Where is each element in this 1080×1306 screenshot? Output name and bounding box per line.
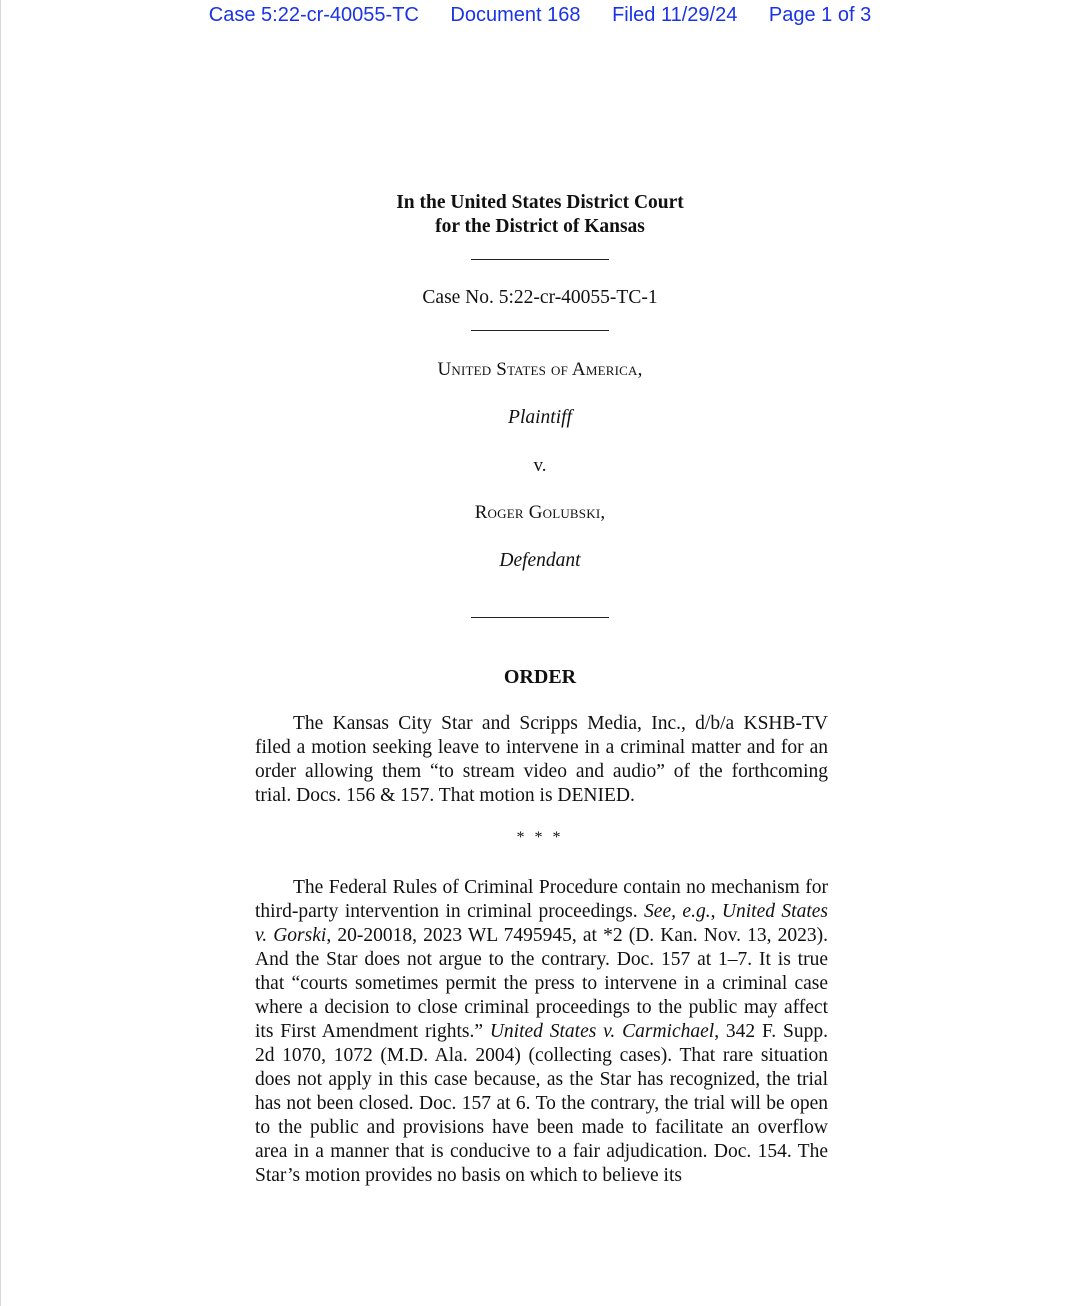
- defendant-role: Defendant: [499, 550, 581, 571]
- paragraph-text: , 20-20018, 2023 WL 7495945, at *2 (D. Kan. Nov. 13, 2023). And the Star does not argue to the contrary. Doc. 157 at 1–7. It is true that “courts sometimes permit the press to intervene in a criminal case where a decision to close criminal proceedings to the public may affect its First Amendment rights.”: [255, 925, 828, 1042]
- section-separator: * * *: [516, 829, 564, 846]
- signal-see-eg: See, e.g.: [644, 901, 711, 922]
- court-name-line1: In the United States District Court: [396, 192, 684, 213]
- paragraph-text: The Federal Rules of Criminal Procedure contain no mechanism for third-party intervention in criminal proceedings.: [255, 877, 828, 922]
- order-paragraph-2: [255, 876, 828, 1188]
- versus: v.: [533, 455, 547, 476]
- plaintiff-role: Plaintiff: [508, 407, 572, 428]
- divider-rule: [471, 617, 609, 618]
- plaintiff-name: United States of America,: [437, 359, 643, 380]
- header-case-number: Case 5:22-cr-40055-TC: [208, 4, 419, 26]
- divider-rule: [471, 330, 609, 331]
- divider-rule: [471, 259, 609, 260]
- case-citation-gorski: United States v. Gorski: [255, 901, 828, 946]
- paragraph-text: ,: [710, 901, 722, 922]
- header-page-number: Page 1 of 3: [768, 4, 872, 26]
- case-citation-carmichael: United States v. Carmichael: [489, 1021, 715, 1042]
- header-document-number: Document 168: [450, 4, 581, 26]
- filing-header: [0, 4, 1080, 27]
- order-paragraph-1: The Kansas City Star and Scripps Media, Inc., d/b/a KSHB-TV filed a motion seeking leave to intervene in a criminal matter and for an order allowing them “to stream video and audio” of the forthcoming trial. Docs. 156 & 157. That motion is DENIED.: [255, 713, 828, 806]
- paragraph-text: , 342 F. Supp. 2d 1070, 1072 (M.D. Ala. 2004) (collecting cases). That rare situation does not apply in this case because, as the Star has recognized, the trial has not been closed. Doc. 157 at 6. To the contrary, the trial will be open to the public and provisions have been made to facilitate an overflow area in a manner that is conducive to a fair adjudication. Doc. 154. The Star’s motion provides no basis on which to believe its: [255, 1021, 828, 1186]
- header-filed-date: Filed 11/29/24: [612, 4, 738, 26]
- court-name-line2: for the District of Kansas: [435, 216, 645, 237]
- court-heading: [0, 191, 1080, 239]
- order-title: ORDER: [503, 666, 577, 688]
- case-number: Case No. 5:22-cr-40055-TC-1: [422, 287, 658, 308]
- defendant-name: Roger Golubski,: [474, 502, 606, 523]
